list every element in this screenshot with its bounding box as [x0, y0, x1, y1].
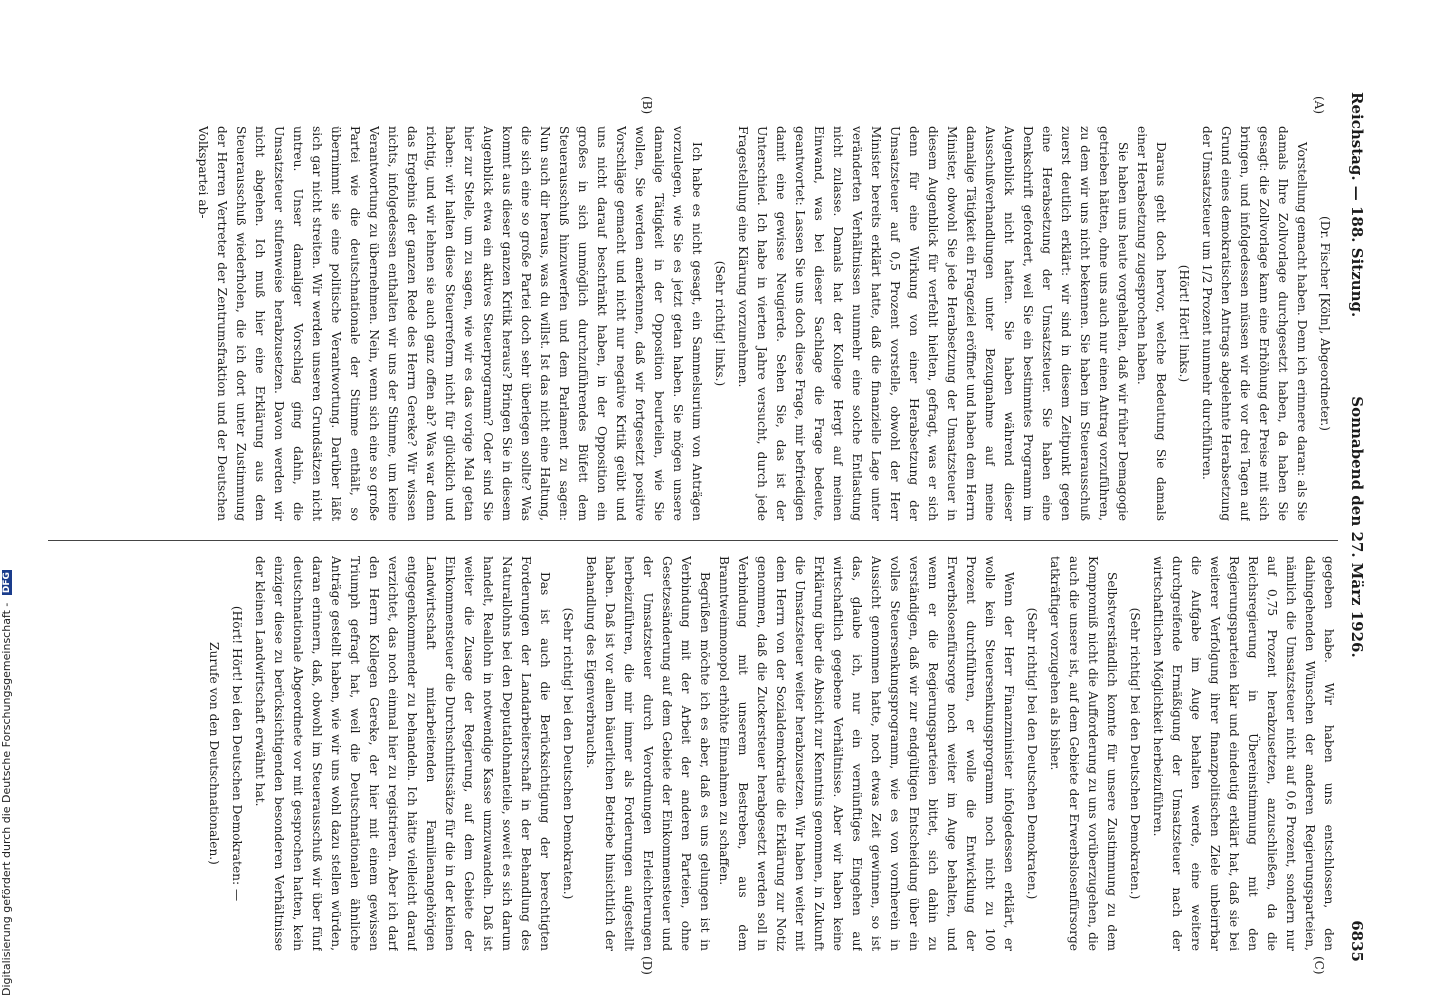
paragraph: Wenn der Herr Finanzminister infolgedessen erklärt, er wolle kein Steuersenkungsprogramm noch nicht zu 100 Prozent durchführen, er wolle die Entwicklung der Erwerbslosenfürsorge noch weiter im Auge behalten, und wenn er die Regierungsparteien bittet, sich dahin zu verständigen, daß wir zur endgültigen Entscheidung über ein volles Steuersenkungsprogramm, wie es von vornherein in Aussicht genommen hatte, noch etwas Zeit gewinnen, so ist das, glaube ich, nur ein vernünftiges Eingehen auf wirtschaftlich gegebene Verhältnisse. Aber wir haben keine Erklärung über die Absicht zur Kenntnis genommen, in Zukunft die Umsatzsteuer weiter herabzusetzen. Wir haben weiter mit dem Herrn von der Sozialdemokratie die Erklärung zur Notiz genommen, daß die Zuckersteuer herabgesetzt werden soll in Verbindung mit unserem Bestreben, aus dem Branntweinmonopol erhöhte Einnahmen zu schaffen.	[717, 556, 1016, 951]
margin-letter-b: (B)	[640, 96, 654, 115]
interjection: (Hört! Hört! bei den Deutschen Demokraten: —	[230, 605, 244, 902]
margin-letter-a: (A)	[1312, 96, 1326, 115]
header-date: Sonnabend den 27. März 1926.	[1348, 396, 1366, 658]
header-session: Reichstag. — 188. Sitzung.	[1348, 92, 1366, 318]
paragraph: Selbstverständlich konnte für unsere Zustimmung zu dem Kompromiß nicht die Aufforderung zu uns vorüberzugehen, die auch die unsere ist, auf dem Gebiete der Erwerbslosenfürsorge tatkräftiger vorzugehen als bisher.	[1048, 556, 1119, 951]
interjection: Zurufe von den Deutschnationalen.)	[207, 642, 221, 865]
interjection: (Hört! Hört! links.)	[1177, 264, 1191, 383]
interjection: (Sehr richtig! links.)	[713, 260, 727, 387]
paragraph: gegeben habe. Wir haben uns entschlossen, den dahingehenden Wünschen der anderen Regierungsparteien, nämlich die Umsatzsteuer nicht auf 0,6 Prozent, sondern nur auf 0,75 Prozent herabzusetzen, anzuschließen, da die Reichsregierung in Übereinstimmung mit den Regierungsparteien klar und eindeutig erklärt hat, daß sie bei weiterer Verfolgung ihrer finanzpolitischen Ziele unbeirrbar die Aufgabe im Auge behalten werde, eine weitere durchgreifende Ermäßigung der Umsatzsteuer nach der wirtschaftlichen Möglichkeit herbeizuführen.	[1151, 556, 1336, 951]
left-column	[48, 126, 1338, 521]
interjection: (Sehr richtig! bei den Deutschen Demokraten.)	[561, 607, 575, 900]
paragraph: Daraus geht doch hervor, welche Bedeutung Sie damals einer Herabsetzung zugesprochen haben.	[1135, 126, 1168, 521]
paragraph: Vorstellung gemacht haben. Denn ich erinnere daran: als Sie damals Ihre Zollvorlage durchgesetzt haben, da haben Sie gesagt: die Zollvorlage kann eine Erhöhung der Preise mit sich bringen, und infolgedessen müssen wir die vor drei Tagen auf Grund eines demokratischen Antrags abgelehnte Herabsetzung der Umsatzsteuer um 1/2 Prozent nunmehr durchführen.	[1200, 126, 1309, 521]
speaker-heading: (Dr. Fischer [Köln], Abgeordneter.)	[1318, 216, 1332, 431]
paragraph: Begrüßen möchte ich es aber, daß es uns gelungen ist in Verbindung mit der Arbeit der anderen Parteien, ohne Gesetzesänderung auf dem Gebiete der Einkommensteuer und der Umsatzsteuer durch Verordnungen Erleichterungen herbeizuführen, die mir immer als Forderungen aufgestellt haben. Daß ist vor allem bäuerlichen Betriebe hinsichtlich der Behandlung des Eigenverbrauchs.	[584, 556, 712, 951]
right-column	[48, 556, 1338, 951]
interjection: (Sehr richtig! bei den Deutschen Demokraten.)	[1128, 607, 1142, 900]
page-header	[1344, 92, 1366, 962]
page-number: 6835	[1348, 920, 1366, 962]
margin-letter-c: (C)	[1312, 956, 1326, 975]
paragraph: Sie haben uns heute vorgehalten, daß wir früher Demagogie getrieben hätten, ohne uns auch nur einen Antrag vorzuführen, zu dem wir uns nicht bekennen. Sie haben im Steuerausschuß zuerst deutlich erklärt: wir sind in diesem Zeitpunkt gegen eine Herabsetzung der Umsatzsteuer. Sie haben eine Denkschrift gefordert, weil Sie ein bestimmtes Programm im Augenblick nicht hatten. Sie haben während dieser Ausschußverhandlungen unter Bezugnahme auf meine damalige Tätigkeit ein Frageziel eröffnet und haben dem Herrn Minister, obwohl Sie jede Herabsetzung der Umsatzsteuer in diesem Augenblick für verfehlt hielten, gefragt, was er sich denn für eine Wirkung von einer Herabsetzung der Umsatzsteuer auf 0,5 Prozent vorstelle, obwohl der Herr Minister bereits erklärt hatte, daß die finanzielle Lage unter veränderten Verhältnissen nunmehr eine solche Entlastung nicht zulasse. Damals hat der Kollege Hergt auf meinen Einwand, was bei dieser Sachlage die Frage bedeute, geantwortet: Lassen Sie uns doch diese Frage, mir befriedigen damit eine gewisse Neugierde. Sehen Sie, das ist der Unterschied. Ich habe in vierten Jahre versucht, durch jede Fragestellung eine Klärung vorzunehmen.	[736, 126, 1130, 521]
paragraph: Das ist auch die Berücksichtigung der berechtigten Forderungen der Landarbeiterschaft in der Behandlung des Naturallohns bei den Deputatlohnanteile, soweit es sich darum handelt, Reallohn in notwendige Kasse umzuwandeln. Daß ist weiter die Zusage der Regierung, auf dem Gebiete der Einkommensteuer die Durchschnittssätze für die in der kleinen Landwirtschaft mitarbeitenden Familienangehörigen entgegenkommender zu behandeln. Ich hätte vielleicht darauf verzichtet, das noch einmal hier zu registrieren. Aber ich darf den Herrn Kollegen Gereke, der hier mit einem gewissen Triumph gefragt hat, weil die Deutschnationalen ähnliche Anträge gestellt haben, wie wir uns wohl dazu stellen würden, daran erinnern, daß, obwohl im Steuerausschuß wir über fünf deutschnationale Abgeordnete vor mit gesprochen hatten, kein einziger diese zu berücksichtigenden besonderen Verhältnisse der kleinen Landwirtschaft erwähnt hat.	[253, 556, 552, 951]
digitization-caption	[0, 572, 20, 1000]
interjection: (Sehr richtig! bei den Deutschen Demokraten.)	[1025, 607, 1039, 900]
column-divider	[48, 540, 1338, 541]
margin-letter-d: (D)	[640, 956, 654, 975]
digitization-text: Digitalisierung gefördert durch die Deutsche Forschungsgemeinschaft -	[0, 602, 13, 996]
paragraph: Ich habe es nicht gesagt, ein Sammelsurium von Anträgen vorzulegen, wie Sie es jetzt getan haben. Sie mögen unsere damalige Tätigkeit in der Opposition beurteilen, wie Sie wollen, Sie werden anerkennen, daß wir fortgesetzt positive Vorschläge gemacht und nicht nur negative Kritik geübt und uns nicht darauf beschränkt haben, in der Opposition ein großes in sich unmöglich durchzuführendes Büfett dem Steuerausschuß hinzuwerfen und dem Parlament zu sagen: Nun such dir heraus, was du willst. Ist das nicht eine Haltung, die sich eine so große Partei doch sehr überlegen sollte? Was kommt aus dieser ganzen Kritik heraus? Bringen Sie in diesem Augenblick etwa ein aktives Steuerprogramm? Oder sind Sie hier zur Stelle, um zu sagen, wie wir es das vorige Mal getan haben: wir halten diese Steuerreform nicht für glücklich und richtig, und wir lehnen sie auch ganz offen ab? Was war denn das Ergebnis der ganzen Rede des Herrn Gereke? Wir wissen nichts, infolgedessen enthalten wir uns der Stimme, um keine Verantwortung zu übernehmen. Nein, wenn sich eine so große Partei wie die deutschnationale der Stimme enthält, so übernimmt sie eine politische Verantwortung. Darüber läßt sich gar nicht streiten. Wir werden unseren Grundsätzen nicht untreu. Unser damaliger Vorschlag ging dahin, die Umsatzsteuer stufenweise herabzusetzen. Davon werden wir nicht abgehen. Ich muß hier eine Erklärung aus dem Steuerausschuß wiederholen, die ich dort unter Zustimmung der Herren Vertreter der Zentrumsfraktion und der Deutschen Volkspartei ab-	[196, 126, 704, 521]
dfg-logo: DFG	[2, 572, 12, 594]
